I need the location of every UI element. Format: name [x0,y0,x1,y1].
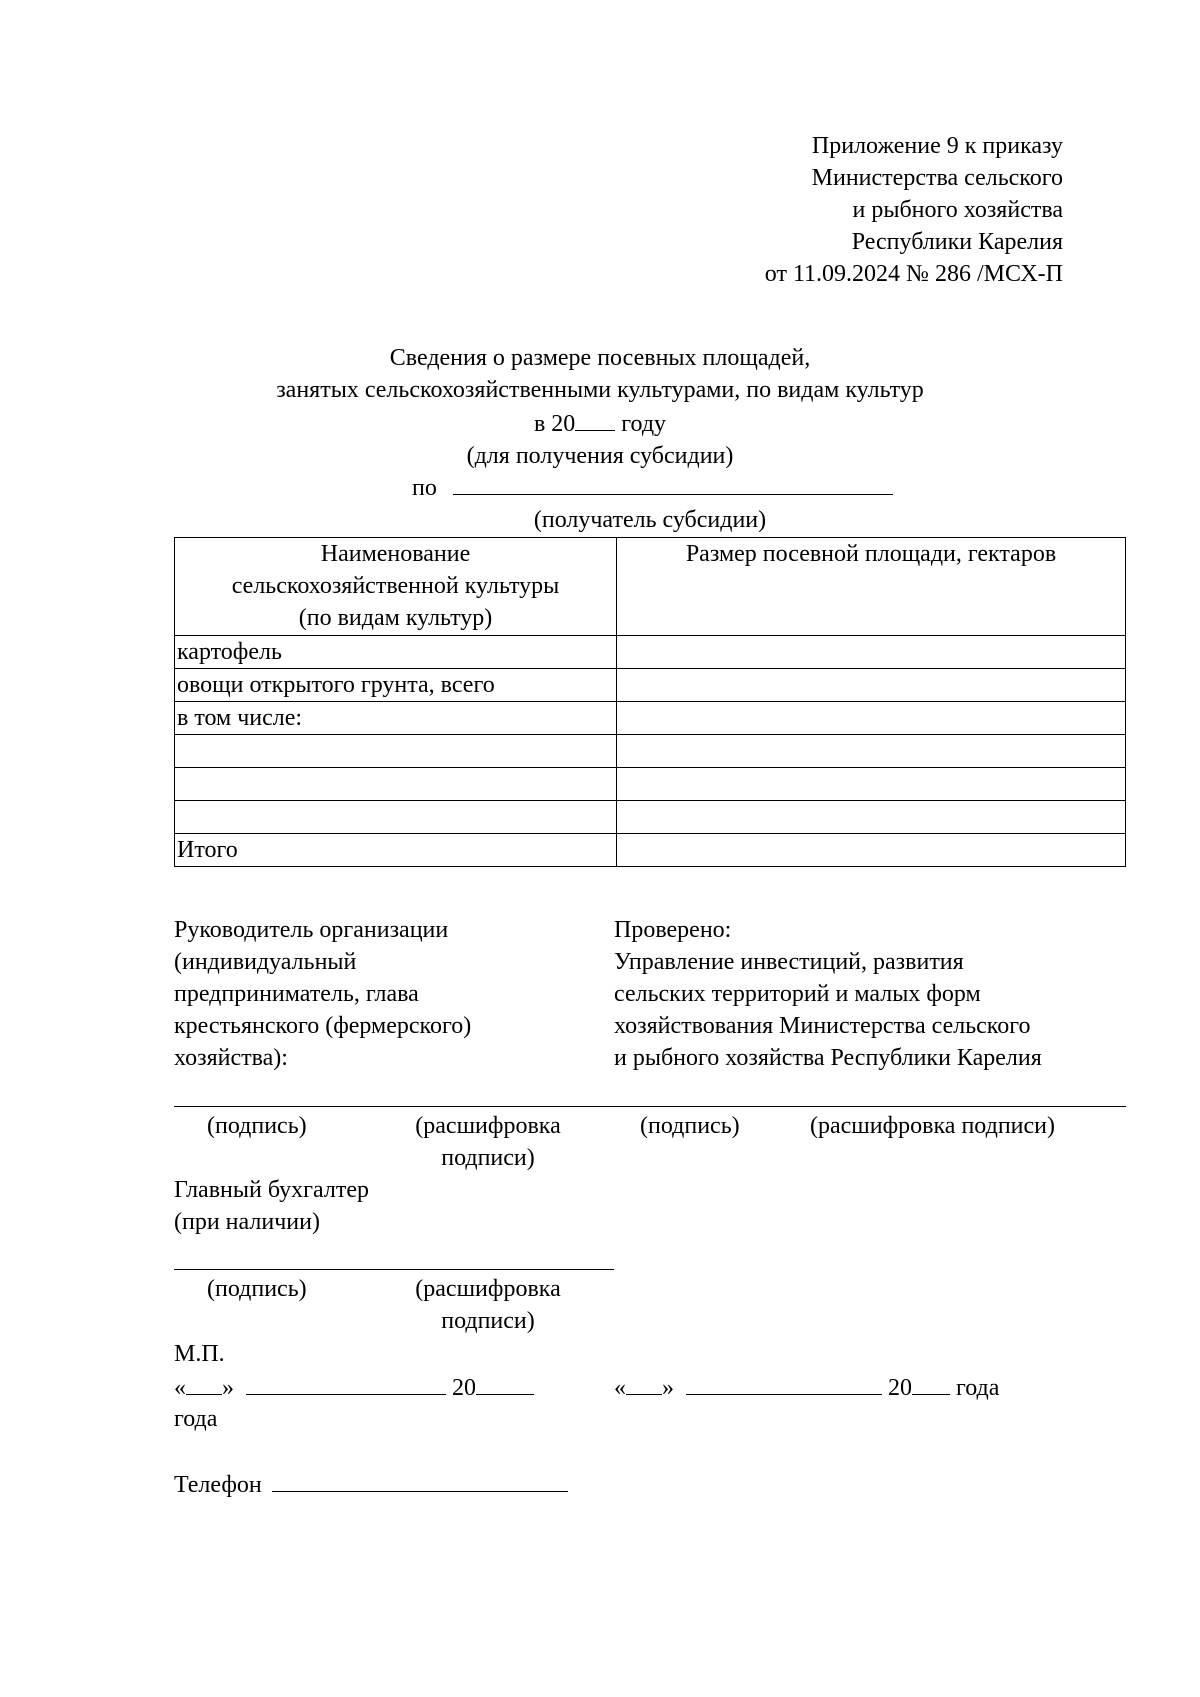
year-blank[interactable] [476,1370,534,1395]
area-value-cell[interactable] [617,768,1126,801]
area-value-cell[interactable] [617,636,1126,669]
table-row [175,801,1126,834]
decode-caption: (расшифровка подписи) [810,1113,1055,1139]
crop-name-cell[interactable] [175,801,617,834]
year-blank[interactable] [912,1370,950,1395]
crop-name-cell[interactable]: овощи открытого грунта, всего [175,669,617,702]
table-row [175,735,1126,768]
day-blank[interactable] [186,1370,222,1395]
area-value-cell[interactable] [617,702,1126,735]
area-value-cell[interactable] [617,735,1126,768]
recipient-line [412,470,893,504]
table-row-total [175,834,1126,867]
crop-name-cell[interactable]: в том числе: [175,702,617,735]
sign-caption: (подпись) [640,1113,740,1139]
month-blank[interactable] [686,1370,882,1395]
phone-blank[interactable] [272,1467,568,1492]
chief-accountant-block: Главный бухгалтер (при наличии) [174,1177,369,1235]
total-label-cell: Итого [175,834,617,867]
date-right: « » 20 года [614,1370,999,1404]
signature-line[interactable] [174,1106,1126,1107]
title-year-line [0,406,1200,440]
chief-accountant-signature-line[interactable] [174,1269,614,1270]
year-prefix: в 20 [533,411,576,437]
total-value-cell[interactable] [617,834,1126,867]
table-header-area: Размер посевной площади, гектаров [617,538,1126,636]
appendix-line: от 11.09.2024 № 286 /МСХ-П [764,261,1063,287]
stamp-label: М.П. [174,1341,225,1367]
title-line-2: занятых сельскохозяйственными культурами, по видам культур [276,377,924,403]
table-row [175,636,1126,669]
by-prefix: по [412,475,437,501]
table-row [175,702,1126,735]
document-title [0,342,1200,472]
phone-label: Телефон [174,1472,262,1498]
year-suffix: году [615,411,667,437]
appendix-line: Республики Карелия [851,229,1063,255]
crop-name-cell[interactable] [175,768,617,801]
date-left: « » 20 [174,1370,534,1404]
appendix-line: Министерства сельского [811,165,1063,191]
area-value-cell[interactable] [617,801,1126,834]
decode-caption: (расшифровка подписи) [415,1113,561,1171]
table-row [175,768,1126,801]
appendix-line: и рыбного хозяйства [852,197,1063,223]
sign-caption: (подпись) [207,1276,307,1302]
table-header-crop: Наименование сельскохозяйственной культуры (по видам культур) [175,538,617,636]
table-row [175,669,1126,702]
decode-caption: (расшифровка подписи) [415,1276,561,1334]
title-purpose: (для получения субсидии) [466,443,734,469]
year-blank[interactable] [575,406,615,431]
title-line-1: Сведения о размере посевных площадей, [389,345,811,371]
area-value-cell[interactable] [617,669,1126,702]
date-left-word: года [174,1406,218,1432]
verified-by-block: Проверено: Управление инвестиций, развития сельских территорий и малых форм хозяйствования Министерства сельского и рыбного хозяйства Республики Карелия [614,917,1042,1071]
appendix-line: Приложение 9 к приказу [811,133,1063,159]
head-of-organization-block: Руководитель организации (индивидуальный предприниматель, глава крестьянского (фермерского) хозяйства): [174,917,472,1071]
crop-name-cell[interactable]: картофель [175,636,617,669]
day-blank[interactable] [626,1370,662,1395]
sign-caption: (подпись) [207,1113,307,1139]
crop-name-cell[interactable] [175,735,617,768]
crop-area-table [174,537,1126,867]
phone-line [174,1467,568,1501]
month-blank[interactable] [246,1370,446,1395]
recipient-caption: (получатель субсидии) [533,507,767,533]
appendix-header [765,130,1063,290]
recipient-blank[interactable] [453,470,893,495]
